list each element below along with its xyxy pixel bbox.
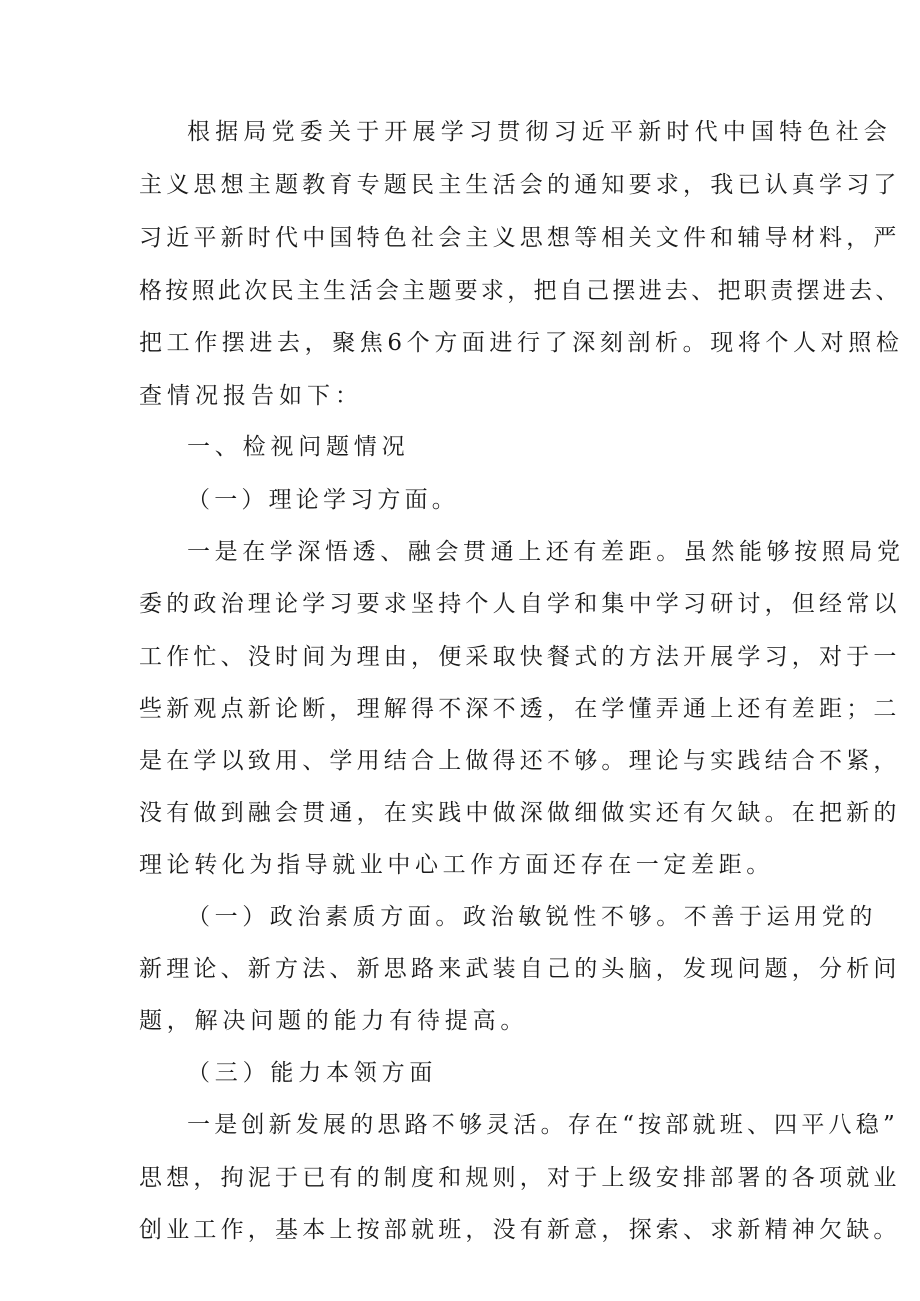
paragraph-politics-line-1: （一）政治素质方面。政治敏锐性不够。不善于运用党的 [187, 904, 877, 930]
paragraph-politics-line-3: 题，解决问题的能力有待提高。 [139, 1008, 529, 1034]
paragraph-intro-line-2: 主义思想主题教育专题民主生活会的通知要求，我已认真学习了 [139, 172, 901, 198]
paragraph-theory-line-6: 没有做到融会贯通，在实践中做深做细做实还有欠缺。在把新的 [139, 800, 901, 826]
paragraph-theory-line-5: 是在学以致用、学用结合上做得还不够。理论与实践结合不紧， [139, 748, 901, 774]
paragraph-intro-line-3: 习近平新时代中国特色社会主义思想等相关文件和辅导材料，严 [139, 225, 901, 251]
paragraph-ability-line-3: 创业工作，基本上按部就班，没有新意，探索、求新精神欠缺。 [139, 1217, 901, 1243]
paragraph-intro-line-5: 把工作摆进去，聚焦6个方面进行了深刻剖析。现将个人对照检 [139, 330, 904, 356]
paragraph-ability-line-2: 思想，拘泥于已有的制度和规则，对于上级安排部署的各项就业 [139, 1165, 901, 1191]
paragraph-intro-line-1: 根据局党委关于开展学习贯彻习近平新时代中国特色社会 [187, 119, 892, 145]
paragraph-theory-line-3: 工作忙、没时间为理由，便采取快餐式的方法开展学习，对于一 [139, 644, 901, 670]
paragraph-theory-line-4: 些新观点新论断，理解得不深不透，在学懂弄通上还有差距；二 [139, 696, 901, 722]
paragraph-politics-line-2: 新理论、新方法、新思路来武装自己的头脑，发现问题，分析问 [139, 956, 901, 982]
paragraph-theory-line-1: 一是在学深悟透、融会贯通上还有差距。虽然能够按照局党 [187, 539, 905, 565]
section-heading: 一、检视问题情况 [187, 434, 410, 460]
paragraph-theory-line-2: 委的政治理论学习要求坚持个人自学和集中学习研讨，但经常以 [139, 591, 901, 617]
paragraph-intro-line-6: 查情况报告如下： [139, 383, 363, 409]
subsection-heading-theory: （一）理论学习方面。 [187, 487, 459, 513]
paragraph-theory-line-7: 理论转化为指导就业中心工作方面还存在一定差距。 [139, 852, 774, 878]
paragraph-ability-line-1: 一是创新发展的思路不够灵活。存在“按部就班、四平八稳” [187, 1112, 899, 1138]
subsection-heading-ability: （三）能力本领方面 [187, 1060, 438, 1086]
paragraph-intro-line-4: 格按照此次民主生活会主题要求，把自己摆进去、把职责摆进去、 [139, 278, 902, 304]
